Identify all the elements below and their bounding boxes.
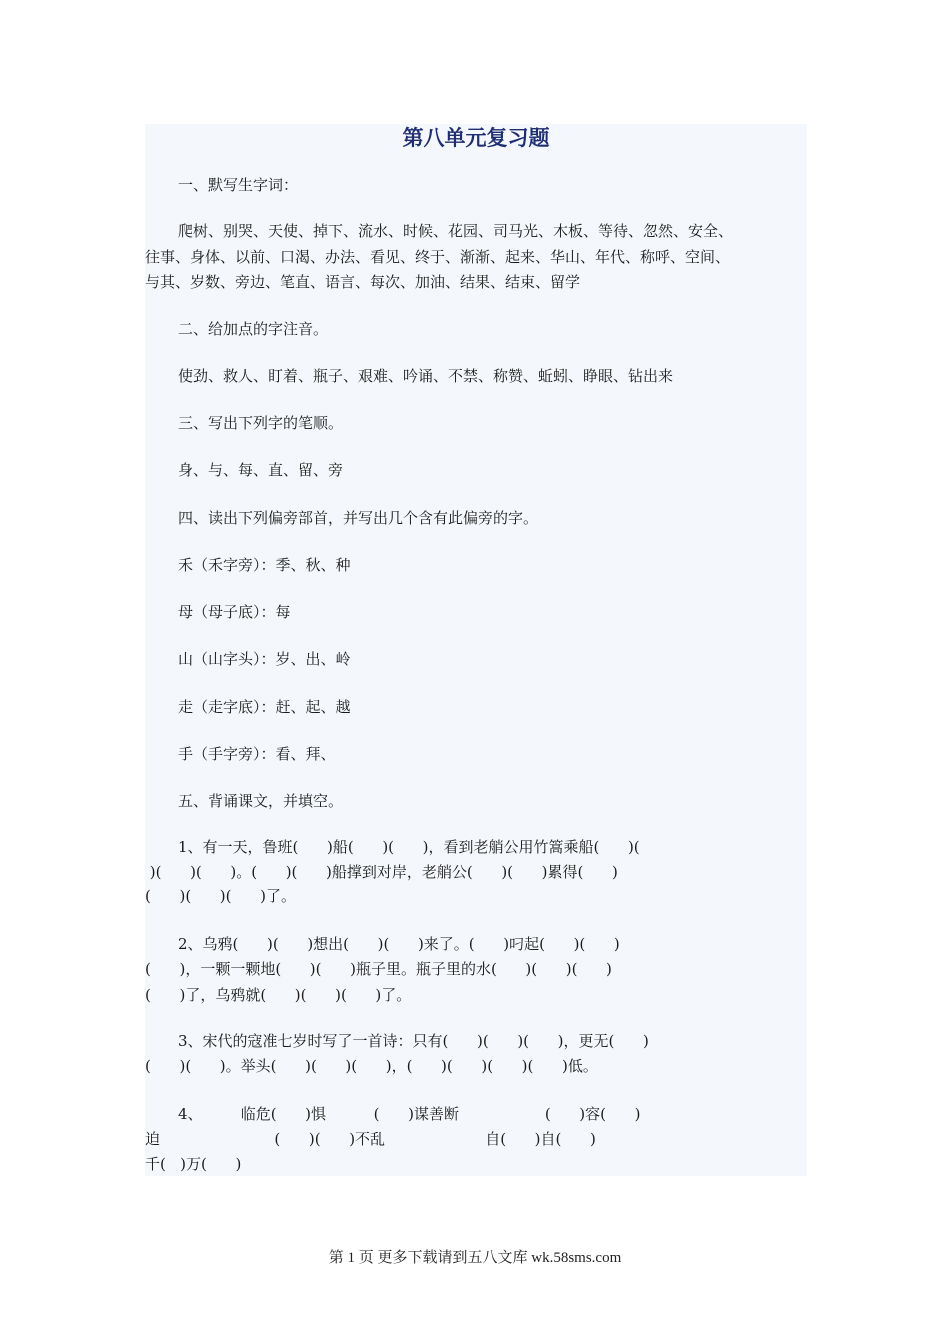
question-3-line-1: 3、宋代的寇准七岁时写了一首诗：只有( )( )( )，更无( ) xyxy=(178,1032,649,1050)
section-4-heading: 四、读出下列偏旁部首，并写出几个含有此偏旁的字。 xyxy=(178,509,539,527)
question-4-line-3: 千( )万( ) xyxy=(145,1155,242,1173)
question-4-line-2: 迫 ( )( )不乱 自( )自( ) xyxy=(145,1130,596,1148)
page-title: 第八单元复习题 xyxy=(402,126,550,150)
question-3-line-2: ( )( )。举头( )( )( )，( )( )( )( )低。 xyxy=(145,1057,598,1075)
radical-item: 禾（禾字旁）：季、秋、种 xyxy=(178,556,351,574)
section-5-heading: 五、背诵课文，并填空。 xyxy=(178,792,344,810)
question-1-line-3: ( )( )( )了。 xyxy=(145,887,296,905)
section-1-heading: 一、默写生字词： xyxy=(178,176,299,194)
question-2-line-1: 2、乌鸦( )( )想出( )( )来了。( )叼起( )( ) xyxy=(178,935,620,953)
section-1-line-3: 与其、岁数、旁边、笔直、语言、每次、加油、结果、结束、留学 xyxy=(145,273,581,291)
question-1-line-1: 1、有一天，鲁班( )船( )( )，看到老艄公用竹篙乘船( )( xyxy=(178,838,640,856)
question-2-line-3: ( )了，乌鸦就( )( )( )了。 xyxy=(145,986,412,1004)
section-3-heading: 三、写出下列字的笔顺。 xyxy=(178,414,344,432)
radical-item: 山（山字头）：岁、出、岭 xyxy=(178,650,351,668)
question-4-line-1: 4、 临危( )惧 ( )谋善断 ( )容( ) xyxy=(178,1105,641,1123)
question-1-line-2: )( )( )。( )( )船撑到对岸，老艄公( )( )累得( ) xyxy=(145,863,618,881)
section-1-line-2: 往事、身体、以前、口渴、办法、看见、终于、渐渐、起来、华山、年代、称呼、空间、 xyxy=(145,248,731,266)
radical-item: 母（母子底）：每 xyxy=(178,603,291,621)
section-3-chars: 身、与、每、直、留、旁 xyxy=(178,461,344,479)
radical-item: 手（手字旁）：看、拜、 xyxy=(178,745,336,763)
section-2-words: 使劲、救人、盯着、瓶子、艰难、吟诵、不禁、称赞、蚯蚓、睁眼、钻出来 xyxy=(178,367,674,385)
question-2-line-2: ( )，一颗一颗地( )( )瓶子里。瓶子里的水( )( )( ) xyxy=(145,960,612,978)
radical-item: 走（走字底）：赶、起、越 xyxy=(178,698,351,716)
page-footer: 第 1 页 更多下载请到五八文库 wk.58sms.com xyxy=(328,1250,622,1266)
section-1-line-1: 爬树、别哭、天使、掉下、流水、时候、花园、司马光、木板、等待、忽然、安全、 xyxy=(178,222,734,240)
section-2-heading: 二、给加点的字注音。 xyxy=(178,320,329,338)
